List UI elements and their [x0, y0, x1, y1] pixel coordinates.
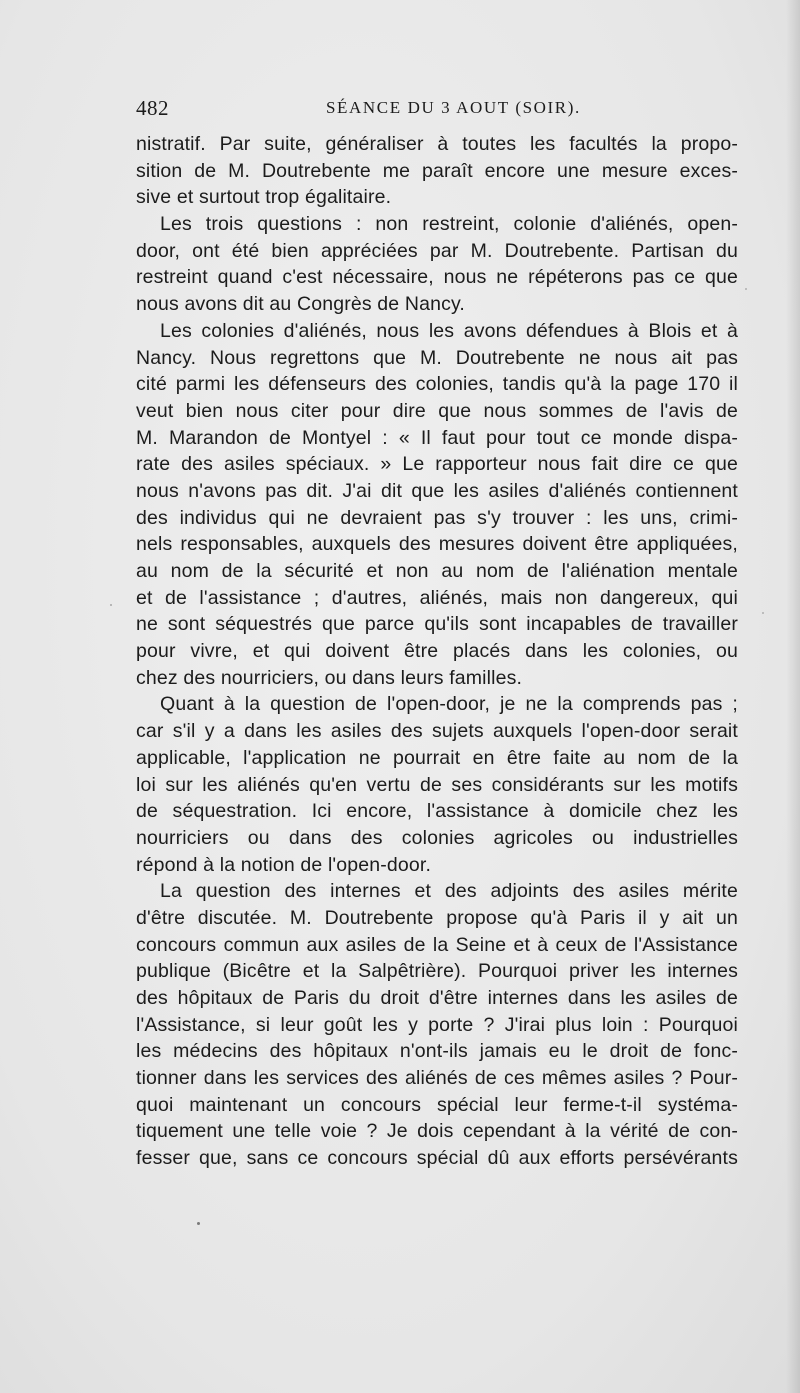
text-line: loi sur les aliénés qu'en vertu de ses considérants sur les motifs [136, 773, 738, 796]
text-line: et de l'assistance ; d'autres, aliénés, mais non dangereux, qui [136, 586, 738, 609]
text-line: ne sont séquestrés que parce qu'ils sont incapables de travailler [136, 613, 738, 636]
text-line: d'être discutée. M. Doutrebente propose qu'à Paris il y ait un [136, 906, 738, 929]
text-line: des hôpitaux de Paris du droit d'être internes dans les asiles de [136, 987, 738, 1009]
text-line: rate des asiles spéciaux. » Le rapporteur nous fait dire ce que [136, 453, 738, 476]
text-line: au nom de la sécurité et non au nom de l'aliénation mentale [136, 560, 738, 582]
text-line: tiquement une telle voie ? Je dois cependant à la vérité de con- [136, 1120, 738, 1143]
text-line: nous avons dit au Congrès de Nancy. [136, 293, 465, 316]
text-line: des individus qui ne devraient pas s'y trouver : les uns, crimi- [136, 506, 738, 529]
scan-speck [762, 612, 764, 614]
text-line: concours commun aux asiles de la Seine et à ceux de l'Assistance [136, 933, 738, 956]
text-line: fesser que, sans ce concours spécial dû aux efforts persévérants [136, 1147, 738, 1170]
text-line: les médecins des hôpitaux n'ont-ils jamais eu le droit de fonc- [136, 1040, 738, 1063]
text-line: l'Assistance, si leur goût les y porte ? J'irai plus loin : Pourquoi [136, 1013, 738, 1036]
text-line: sition de M. Doutrebente me paraît encore une mesure exces- [136, 159, 738, 182]
text-line: Nancy. Nous regrettons que M. Doutrebente ne nous ait pas [136, 346, 738, 369]
text-line: restreint quand c'est nécessaire, nous ne répéterons pas ce que [136, 266, 738, 289]
text-line: pour vivre, et qui doivent être placés dans les colonies, ou [136, 640, 738, 663]
body-text [136, 131, 738, 1172]
text-line: M. Marandon de Montyel : « Il faut pour tout ce monde dispa- [136, 426, 738, 449]
text-line: nels responsables, auxquels des mesures doivent être appliquées, [136, 533, 738, 556]
running-head: SÉANCE DU 3 AOUT (SOIR). [326, 98, 581, 117]
text-line: nourriciers ou dans des colonies agricoles ou industrielles [136, 826, 738, 849]
text-line: applicable, l'application ne pourrait en être faite au nom de la [136, 746, 738, 769]
text-line: répond à la notion de l'open-door. [136, 853, 432, 876]
text-line: de séquestration. Ici encore, l'assistance à domicile chez les [136, 800, 738, 823]
page-edge-shadow [786, 0, 800, 1393]
paragraph-first-line: Quant à la question de l'open-door, je ne la comprends pas ; [160, 693, 738, 716]
page-header [136, 96, 738, 126]
scan-speck [110, 604, 112, 606]
paragraph-first-line: La question des internes et des adjoints des asiles mérite [160, 880, 738, 903]
scan-speck [197, 1222, 200, 1225]
text-line: tionner dans les services des aliénés de ces mêmes asiles ? Pour- [136, 1067, 738, 1090]
text-line: chez des nourriciers, ou dans leurs familles. [136, 666, 523, 689]
text-line: publique (Bicêtre et la Salpêtrière). Pourquoi priver les internes [136, 960, 738, 983]
page-number: 482 [136, 96, 169, 120]
paragraph-first-line: Les trois questions : non restreint, colonie d'aliénés, open- [160, 213, 738, 236]
text-line: car s'il y a dans les asiles des sujets auxquels l'open-door serait [136, 720, 738, 743]
text-line: quoi maintenant un concours spécial leur ferme-t-il systéma- [136, 1093, 738, 1116]
scan-speck [745, 288, 747, 290]
paragraph-first-line: Les colonies d'aliénés, nous les avons défendues à Blois et à [160, 319, 738, 342]
text-line: sive et surtout trop égalitaire. [136, 186, 392, 209]
text-line: veut bien nous citer pour dire que nous sommes de l'avis de [136, 399, 738, 422]
text-line: nous n'avons pas dit. J'ai dit que les asiles d'aliénés contiennent [136, 479, 738, 502]
text-line: door, ont été bien appréciées par M. Doutrebente. Partisan du [136, 239, 738, 262]
text-line: cité parmi les défenseurs des colonies, tandis qu'à la page 170 il [136, 373, 738, 396]
text-line: nistratif. Par suite, généraliser à toutes les facultés la propo- [136, 133, 738, 155]
